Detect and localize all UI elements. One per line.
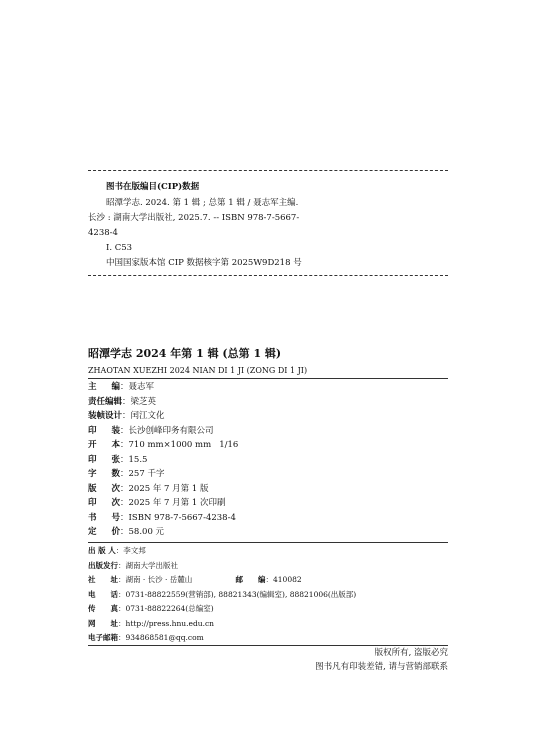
credit-row: 印 次 ： 2025 年 7 月第 1 次印刷 — [88, 496, 448, 511]
credit-row: 定 价 ： 58.00 元 — [88, 525, 448, 540]
credit-row: 版 次 ： 2025 年 7 月第 1 版 — [88, 482, 448, 497]
credit-key: 版 — [88, 483, 97, 494]
publisher-row: 电子邮箱 ： 934868581@qq.com — [88, 631, 448, 646]
credit-value: 58.00 元 — [128, 527, 165, 537]
credit-row: 主 编 ： 聂志军 — [88, 380, 448, 395]
credit-key: 数 — [111, 469, 120, 479]
cip-top-rule — [88, 170, 448, 171]
credit-key: 字 — [88, 469, 97, 479]
credit-key: 编 — [111, 382, 120, 392]
credit-key: 书 — [88, 512, 97, 523]
credit-key: 印 — [88, 425, 97, 436]
credit-value: 710 mm×1000 mm 1/16 — [128, 440, 239, 450]
credit-row: 书 号 ： ISBN 978-7-5667-4238-4 — [88, 511, 448, 526]
cip-record-number: 中国国家版本馆 CIP 数据核字第 2025W9D218 号 — [106, 258, 302, 268]
cip-heading: 图书在版编目(CIP)数据 — [106, 182, 200, 192]
cip-block — [88, 180, 448, 270]
credit-key: 责任编辑 — [88, 396, 123, 407]
credit-value: 聂志军 — [128, 382, 155, 392]
credit-value: 257 千字 — [128, 469, 165, 479]
rights-contact: 图书凡有印装差错, 请与营销部联系 — [315, 662, 448, 672]
credit-key: 本 — [111, 440, 120, 450]
cip-bottom-rule — [88, 275, 448, 276]
publisher-row: 出版发行 ： 湖南大学出版社 — [88, 560, 178, 570]
credit-value: 长沙创峰印务有限公司 — [128, 425, 214, 436]
credit-key: 次 — [111, 498, 120, 508]
credit-value: 2025 年 7 月第 1 次印刷 — [128, 498, 226, 508]
credit-row: 责任编辑 ： 梁芝英 — [88, 395, 448, 410]
credit-key: 次 — [111, 483, 120, 494]
website-link[interactable]: http://press.hnu.edu.cn — [125, 618, 215, 628]
credit-value: 梁芝英 — [130, 396, 157, 407]
credit-row: 印 张 ： 15.5 — [88, 453, 448, 468]
credit-key: 印 — [88, 498, 97, 508]
credit-value: 15.5 — [128, 454, 148, 465]
credit-value: ISBN 978-7-5667-4238-4 — [128, 512, 236, 523]
rights-block — [88, 646, 448, 674]
credit-key: 装帧设计 — [88, 411, 123, 421]
credit-key: 开 — [88, 440, 97, 450]
credit-row: 装帧设计 ： 闰江文化 — [88, 409, 448, 424]
cip-line: 4238-4 — [88, 228, 118, 238]
cip-line: 昭潭学志. 2024. 第 1 辑 ; 总第 1 辑 / 聂志军主编. — [106, 198, 299, 208]
book-title: 昭潭学志 2024 年第 1 辑 (总第 1 辑) — [88, 347, 282, 360]
credit-key: 印 — [88, 454, 97, 465]
credit-key: 主 — [88, 382, 97, 392]
credits-rule — [88, 542, 448, 543]
rights-notice: 版权所有, 盗版必究 — [374, 648, 448, 658]
publisher-row: 传 真 ： 0731-88822264(总编室) — [88, 604, 214, 613]
cip-line: 长沙 : 湖南大学出版社, 2025.7. -- ISBN 978-7-5667- — [88, 213, 300, 223]
email-link[interactable]: 934868581@qq.com — [125, 633, 204, 642]
publisher-row: 社 址 ： 湖南 · 长沙 · 岳麓山 邮 编 ： 410082 — [88, 575, 302, 584]
title-block — [88, 346, 448, 378]
book-title-pinyin: ZHAOTAN XUEZHI 2024 NIAN DI 1 JI (ZONG DI 1 JI) — [88, 366, 308, 375]
credits-block — [88, 380, 448, 540]
credit-row: 开 本 ： 710 mm×1000 mm 1/16 — [88, 438, 448, 453]
publisher-row: 出 版 人 ： 李文邦 — [88, 546, 146, 555]
publisher-row: 网 址 ： http://press.hnu.edu.cn — [88, 617, 448, 632]
publisher-row: 电 话 ： 0731-88822559(营销部), 88821343(编辑室), 88821006(出版部) — [88, 589, 357, 599]
credit-key: 装 — [111, 425, 120, 436]
credit-key: 号 — [111, 512, 120, 523]
credit-value: 闰江文化 — [130, 411, 165, 421]
credit-key: 价 — [111, 527, 120, 537]
credit-value: 2025 年 7 月第 1 版 — [128, 483, 209, 494]
cip-classification: Ⅰ. C53 — [106, 243, 133, 253]
credit-key: 张 — [111, 454, 120, 465]
credit-row: 字 数 ： 257 千字 — [88, 467, 448, 482]
title-rule — [88, 378, 448, 379]
credit-row: 印 装 ： 长沙创峰印务有限公司 — [88, 424, 448, 439]
publisher-block — [88, 544, 448, 646]
credit-key: 定 — [88, 527, 97, 537]
